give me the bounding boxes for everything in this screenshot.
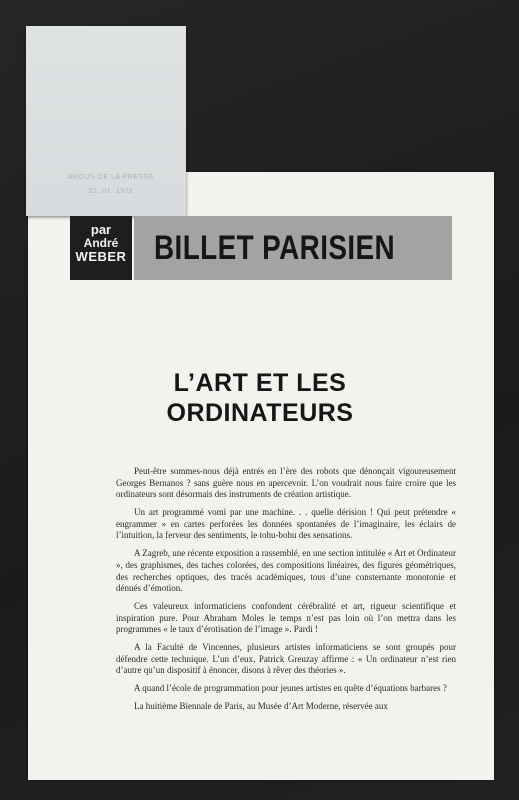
author-prefix: par [90,222,112,237]
article-paragraph: A Zagreb, une récente exposition a rassemblé, en une section intitulée « Art et Ordinateur », des graphismes, des taches colorées, des compositions linéaires, des figures géométriques, des recherches optiques, des tracés académiques, tous d’une consternante monotonie et dénués d’émotion. [116,548,456,594]
article-paragraph: La huitième Biennale de Paris, au Musée d’Art Moderne, réservée aux [134,701,388,712]
column-banner [134,216,452,280]
author-last-name: WEBER [75,249,127,264]
article-paragraph: Un art programmé vomi par une machine. . . quelle dérision ! Qui peut prétendre « engrammer » en cartes perforées les données spontanées de l’imaginaire, les éclairs de l’intuition, la ferveur des sentiments, le tohu-bohu des sensations. [116,507,456,541]
column-title: BILLET PARISIEN [154,229,396,267]
article-body [116,466,456,719]
headline-line-2: ORDINATEURS [166,399,354,427]
headline-line-1: L’ART ET LES [173,369,347,397]
author-first-name: André [83,236,119,250]
article-paragraph: Peut-être sommes-nous déjà entrés en l’ère des robots que dénonçait vigoureusement Georges Bernanos ? sans guère nous en apercevoir. L’on voudrait nous faire croire que les ordinateurs sont désormais des instruments de création artistique. [116,466,456,500]
author-byline [70,216,132,280]
slip-stamp-line: ARGUS DE LA PRESSE [67,174,155,181]
article-headline [120,368,400,428]
slip-stamp-date: 21. 01. 1972 [88,188,134,195]
press-clipping-slip [26,26,186,216]
article-paragraph: Ces valeureux informaticiens confondent cérébralité et art, rigueur scientifique et inspiration pure. Pour Abraham Moles le temps n’est pas loin où l’on mettra dans les programmes « le taux d’érotisation de l’image ». Pardi ! [116,601,456,635]
article-paragraph: A la Faculté de Vincennes, plusieurs artistes informaticiens se sont groupés pour défendre cette technique. L’un d’eux, Patrick Greuzay affirme : « Un ordinateur n’est rien d’autre qu’un dispositif à énoncer, disons à rêver des théories ». [116,642,456,676]
article-paragraph: A quand l’école de programmation pour jeunes artistes en quête d’équations barbares ? [134,683,447,694]
